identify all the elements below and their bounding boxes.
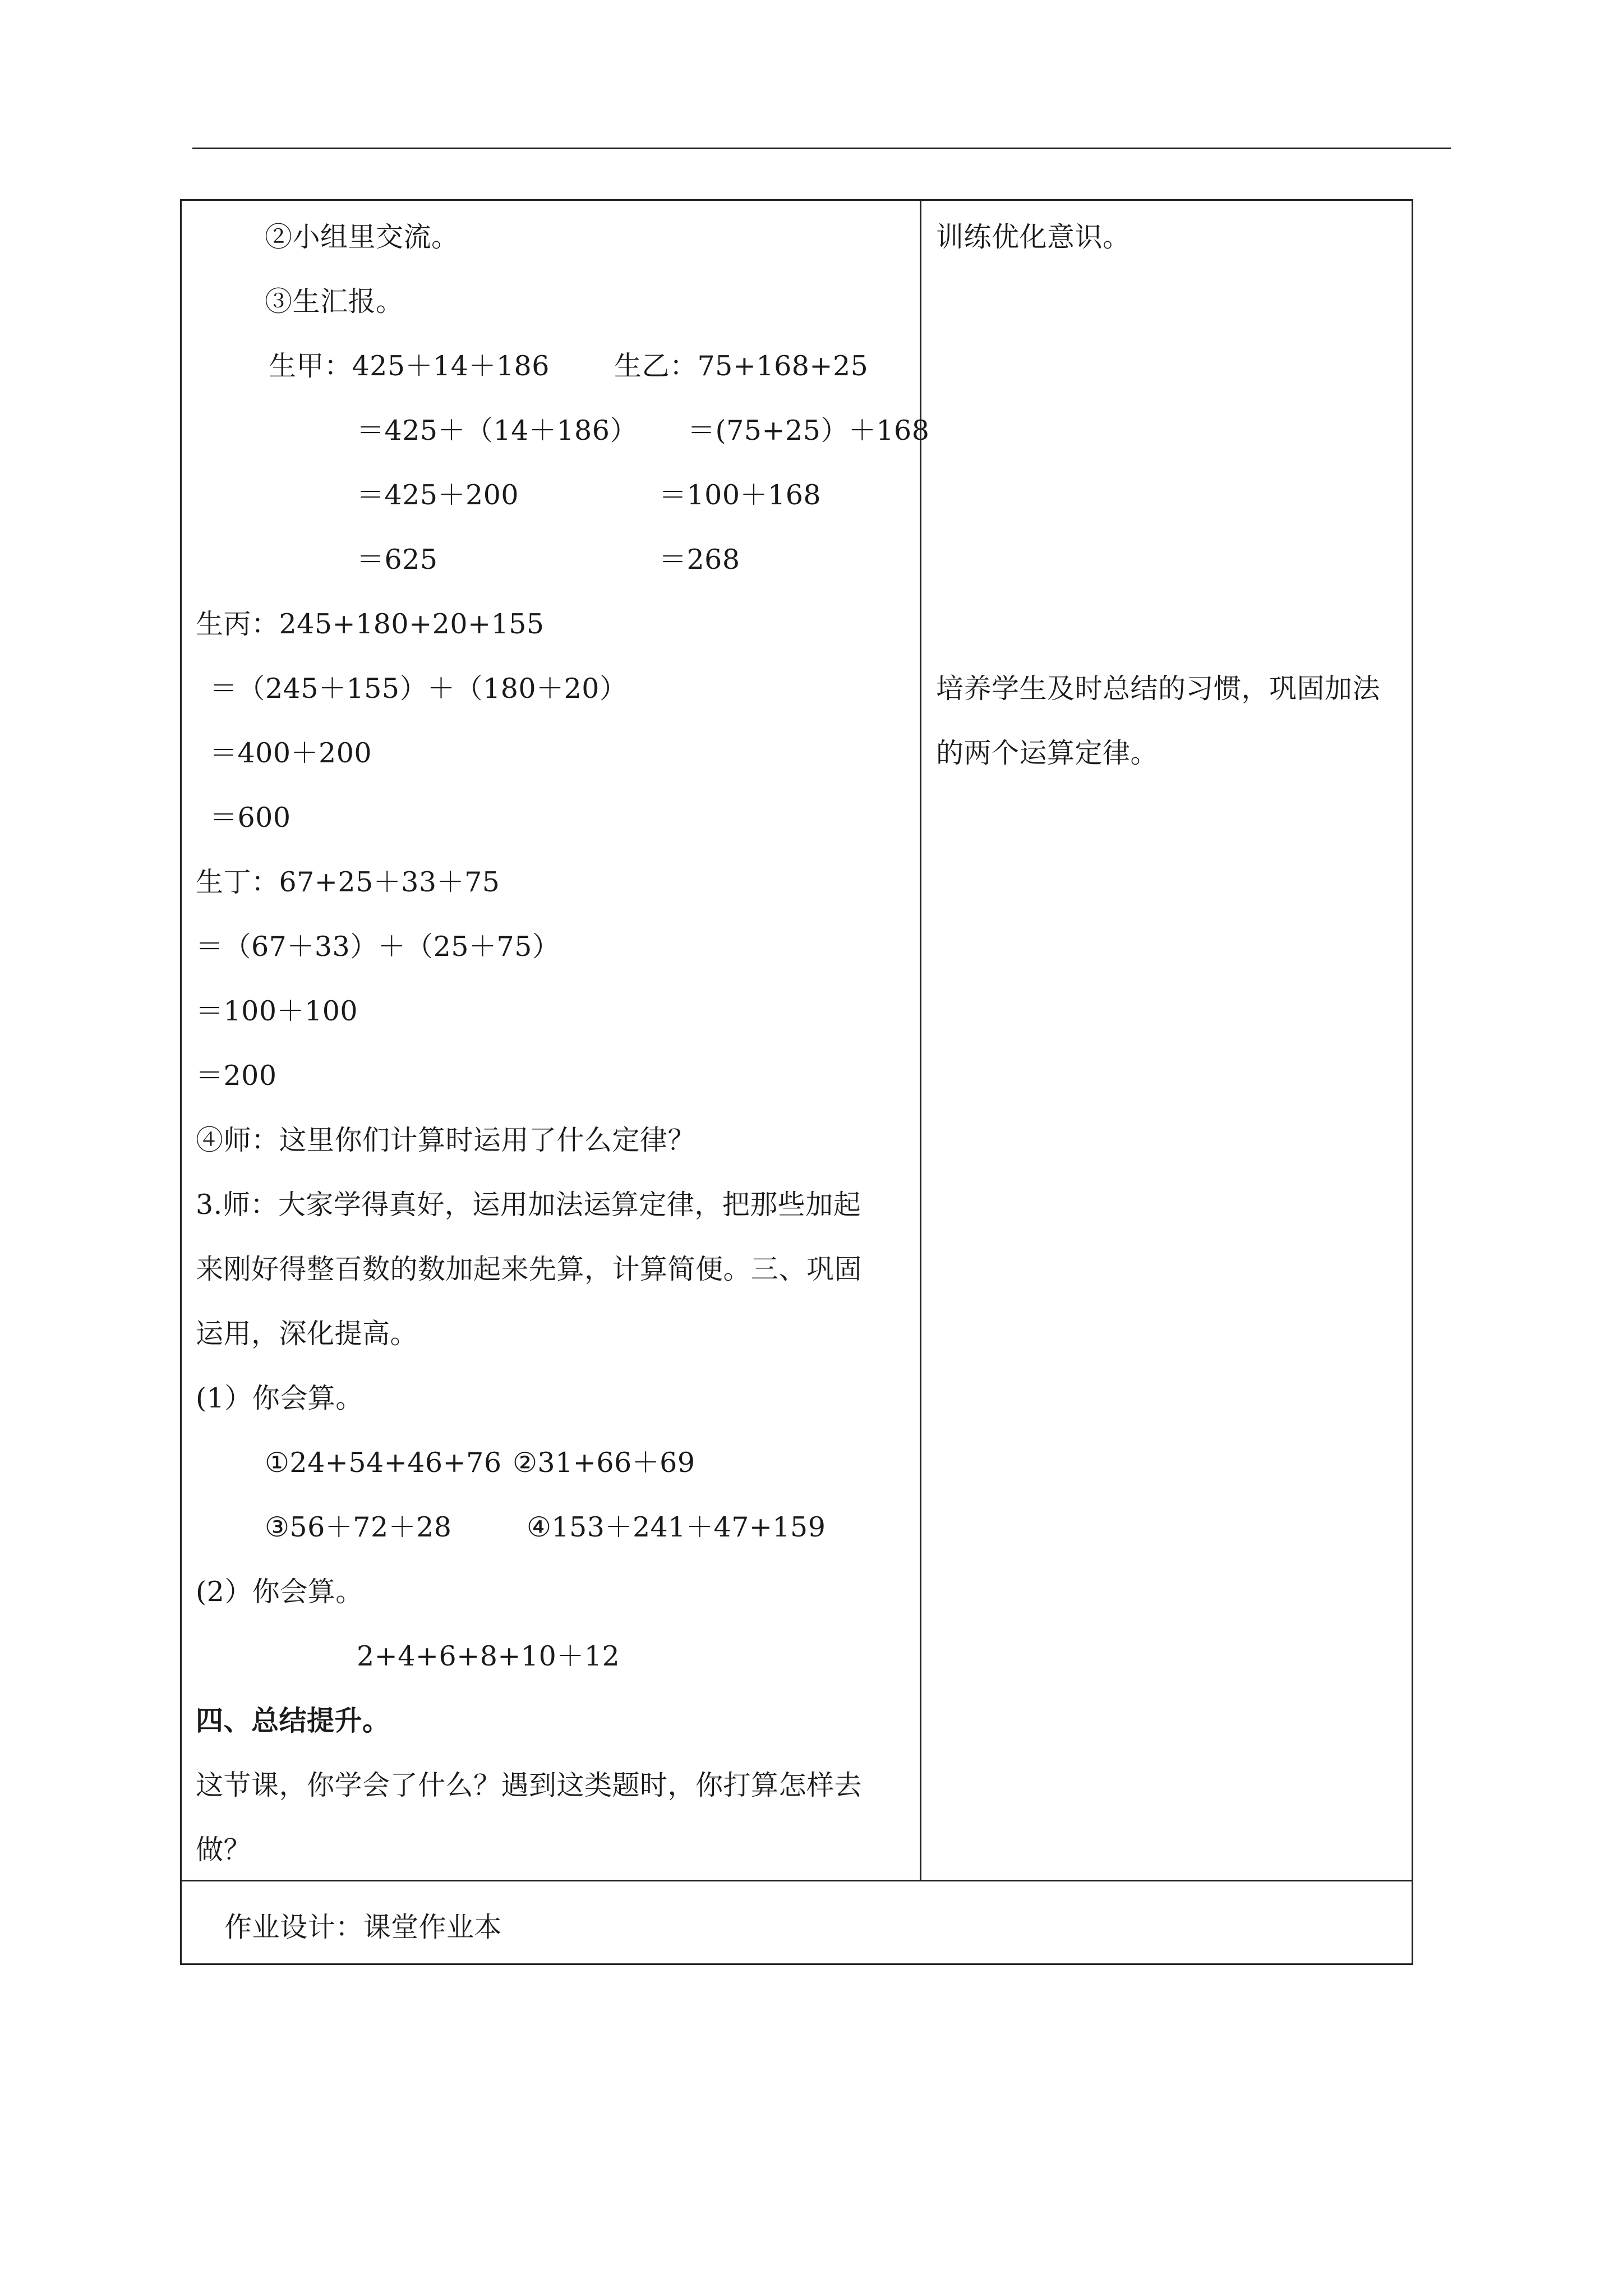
- exercise-2-title: (2）你会算。: [196, 1576, 363, 1608]
- note-summary-line-2: 的两个运算定律。: [936, 737, 1159, 769]
- student-c-line-2: ＝（245＋155）＋（180＋20）: [210, 673, 628, 705]
- student-a-line-3: ＝425＋200: [357, 479, 519, 511]
- summary-line-1: 这节课，你学会了什么？遇到这类题时，你打算怎样去: [196, 1769, 863, 1801]
- student-b-line-1: 生乙：75+168+25: [614, 350, 869, 382]
- student-a-line-1: 生甲：425＋14＋186: [269, 350, 550, 382]
- row-divider: [182, 1880, 1412, 1881]
- step-2-text: ②小组里交流。: [265, 221, 459, 253]
- exercise-1-title: (1）你会算。: [196, 1382, 363, 1414]
- note-summary-line-1: 培养学生及时总结的习惯，巩固加法: [936, 673, 1381, 705]
- paragraph-3-line-2: 来刚好得整百数的数加起来先算，计算简便。三、巩固: [196, 1253, 863, 1285]
- exercise-1-item-2: ②31+66＋69: [513, 1447, 695, 1479]
- step-3-text: ③生汇报。: [265, 286, 404, 318]
- student-b-line-4: ＝268: [659, 544, 740, 576]
- paragraph-3-line-1: 3.师：大家学得真好，运用加法运算定律，把那些加起: [196, 1189, 861, 1221]
- student-d-line-1: 生丁：67+25＋33＋75: [196, 866, 500, 898]
- homework-design: 作业设计：课堂作业本: [224, 1911, 502, 1943]
- student-b-line-2: ＝(75+25）＋168: [688, 415, 930, 447]
- exercise-1-item-3: ③56＋72＋28: [265, 1511, 452, 1543]
- student-a-line-2: ＝425＋（14＋186）: [357, 415, 638, 447]
- header-rule: [192, 148, 1451, 149]
- exercise-2-item-1: 2+4+6+8+10＋12: [357, 1640, 620, 1672]
- student-d-line-3: ＝100＋100: [196, 995, 358, 1027]
- student-c-line-4: ＝600: [210, 802, 291, 834]
- exercise-1-item-4: ④153＋241＋47+159: [527, 1511, 826, 1543]
- column-divider: [920, 201, 921, 1880]
- exercise-1-item-1: ①24+54+46+76: [265, 1447, 502, 1479]
- summary-line-2: 做？: [196, 1834, 252, 1866]
- student-c-line-1: 生丙：245+180+20+155: [196, 608, 545, 640]
- section-4-heading: 四、总结提升。: [196, 1704, 390, 1737]
- student-c-line-3: ＝400＋200: [210, 737, 372, 769]
- note-optimization: 训练优化意识。: [936, 221, 1131, 253]
- paragraph-3-line-3: 运用，深化提高。: [196, 1318, 418, 1350]
- student-d-line-4: ＝200: [196, 1060, 277, 1092]
- student-a-line-4: ＝625: [357, 544, 438, 576]
- teacher-question: ④师：这里你们计算时运用了什么定律？: [196, 1124, 696, 1156]
- student-b-line-3: ＝100＋168: [659, 479, 822, 511]
- student-d-line-2: ＝（67＋33）＋（25＋75）: [196, 931, 560, 963]
- lesson-table: [180, 199, 1413, 1965]
